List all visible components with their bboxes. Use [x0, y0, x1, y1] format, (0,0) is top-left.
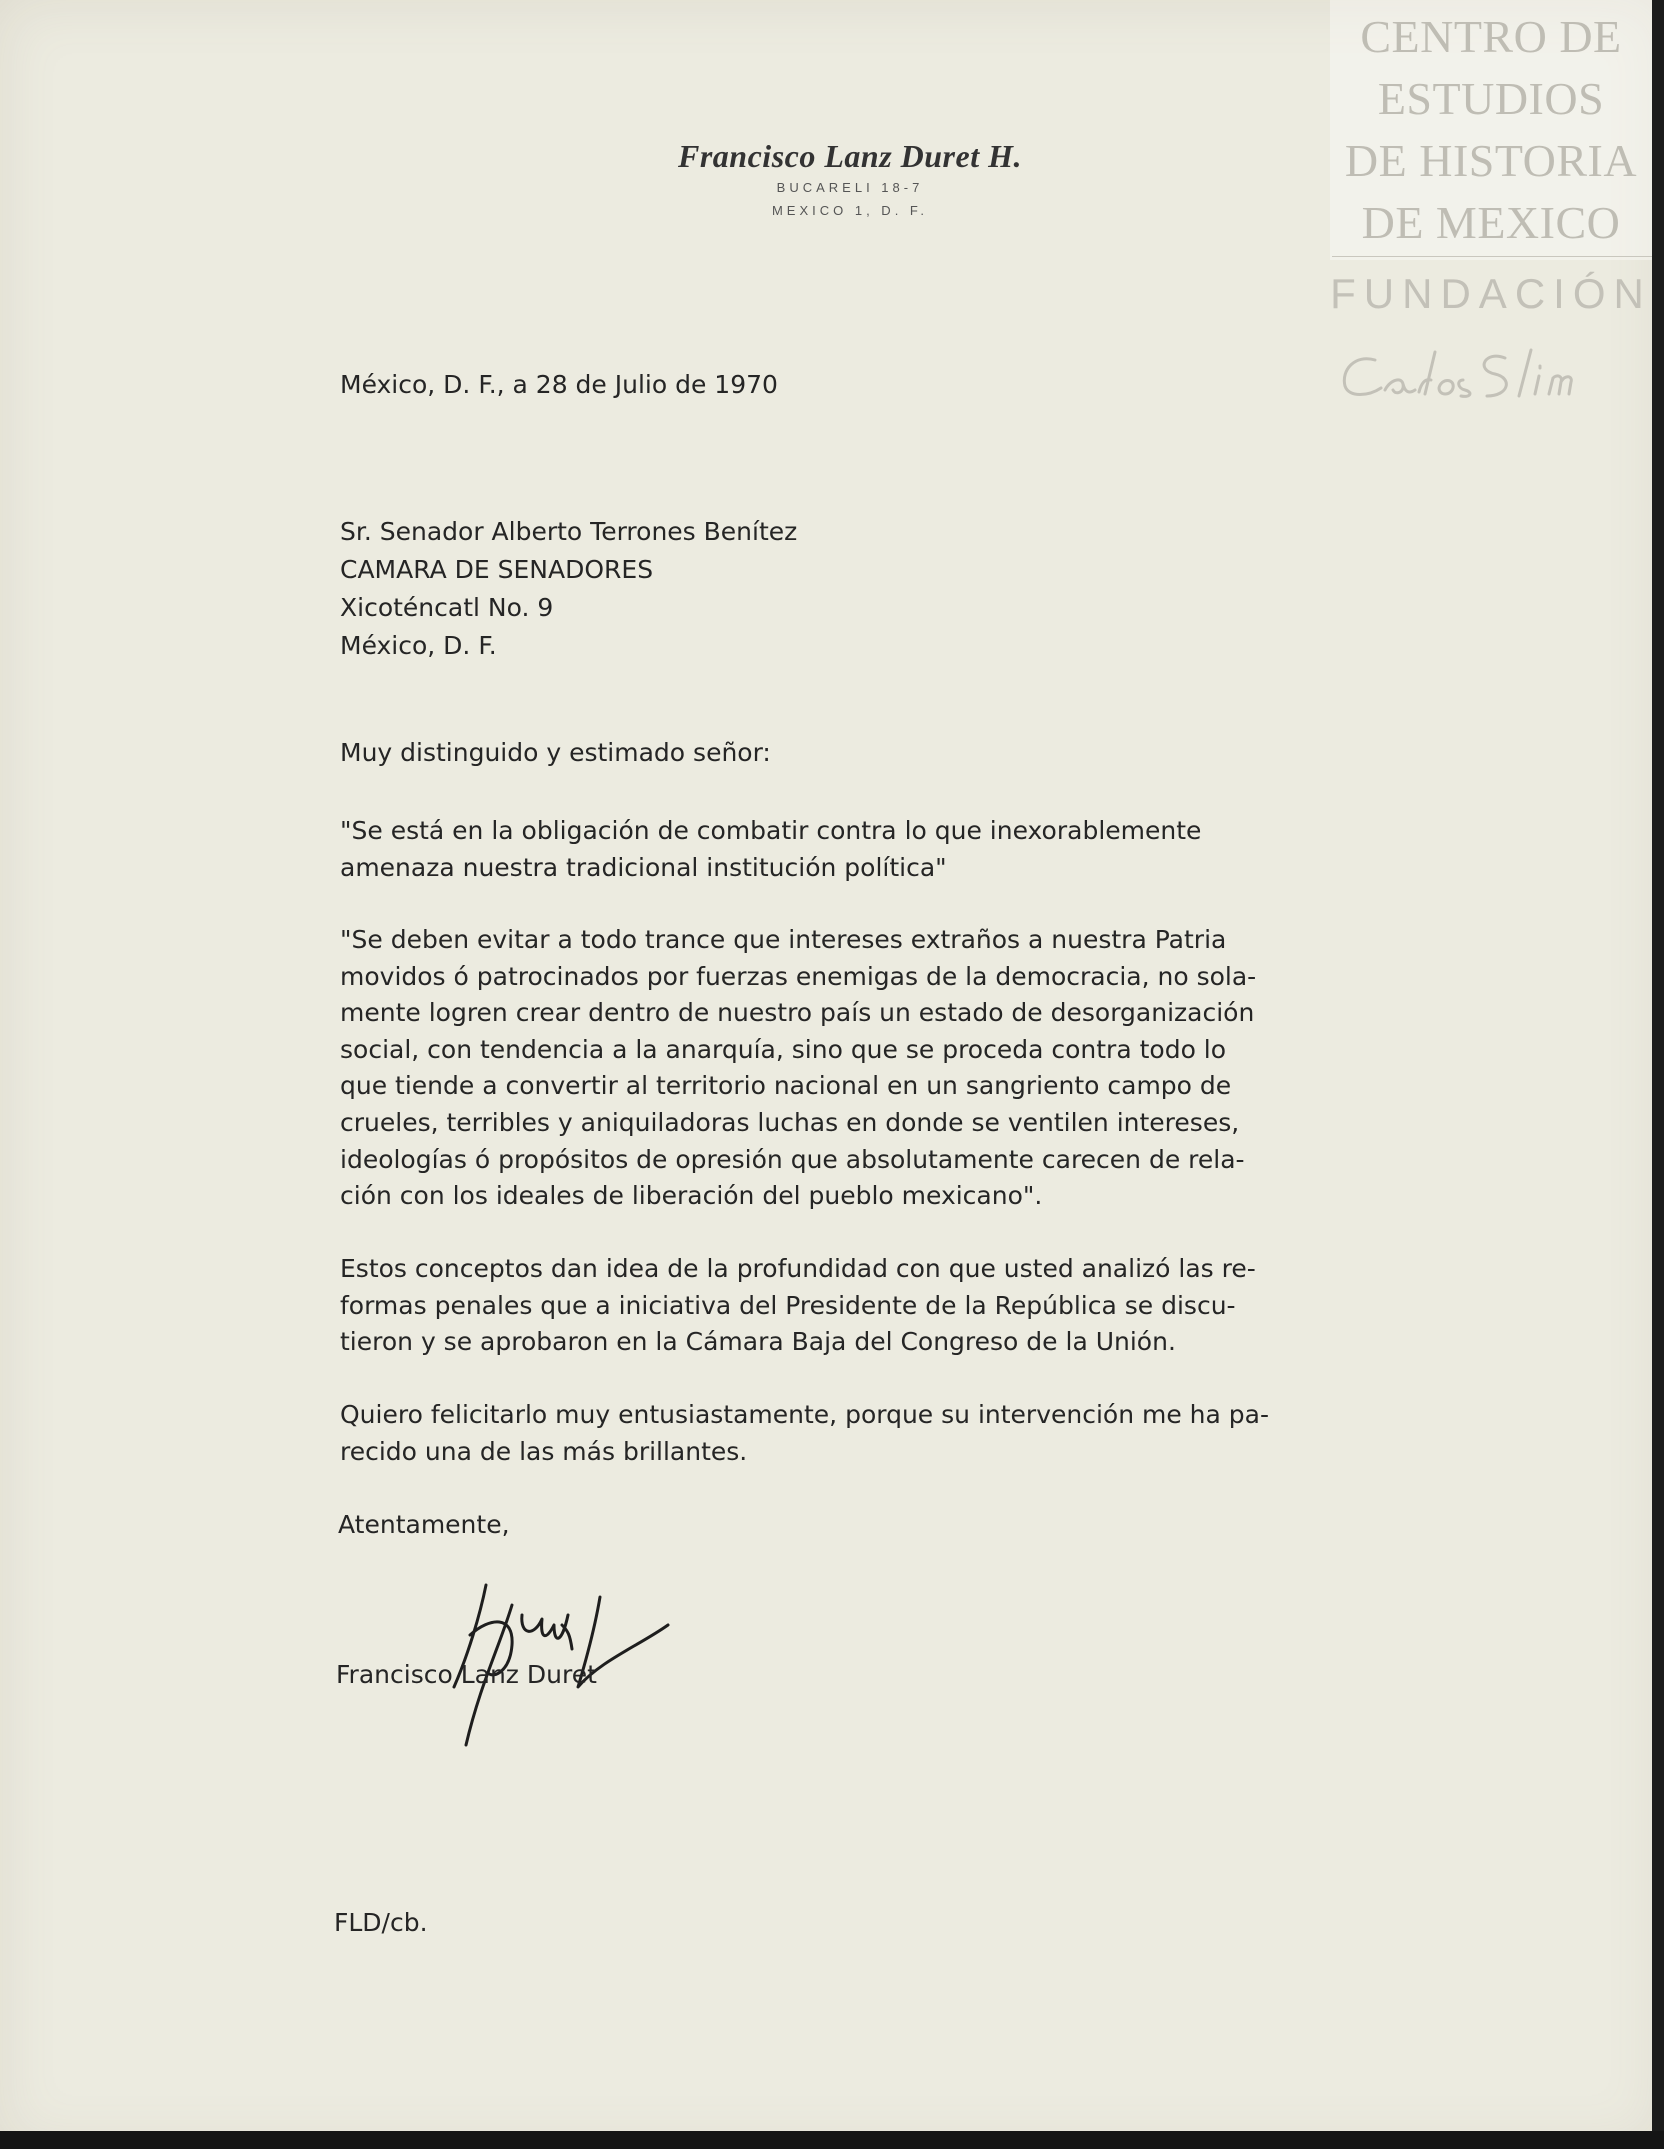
letterhead-address: BUCARELI 18-7 [776, 180, 924, 195]
recipient-line: Xicoténcatl No. 9 [340, 593, 554, 622]
text-line: crueles, terribles y aniquiladoras luchas en donde se ventilen intereses, [340, 1107, 1240, 1137]
quote-paragraph-1 [340, 813, 1201, 886]
text-line: social, con tendencia a la anarquía, sino que se proceda contra todo lo [340, 1034, 1227, 1064]
letterhead-city: MEXICO 1, D. F. [771, 203, 929, 218]
scan-edge-bottom [0, 2131, 1664, 2149]
text-line: ideologías ó propósitos de opresión que absolutamente carecen de rela- [340, 1144, 1245, 1174]
text-line: "Se deben evitar a todo trance que intereses extraños a nuestra Patria [340, 925, 1227, 954]
watermark-line: DE MEXICO [1361, 197, 1621, 248]
recipient-line: CAMARA DE SENADORES [340, 555, 654, 584]
recipient-line: Sr. Senador Alberto Terrones Benítez [340, 517, 798, 546]
text-line: recido una de las más brillantes. [340, 1436, 748, 1466]
body-paragraph-3 [340, 1251, 1256, 1361]
reference-initials: FLD/cb. [334, 1908, 428, 1937]
recipient-block [340, 513, 797, 665]
scan-edge-right [1652, 0, 1664, 2149]
watermark-line: ESTUDIOS [1377, 73, 1605, 124]
text-line: Estos conceptos dan idea de la profundidad con que usted analizó las re- [340, 1254, 1256, 1283]
signer-name: Francisco Lanz Duret [336, 1660, 597, 1689]
text-line: que tiende a convertir al territorio nacional en un sangriento campo de [340, 1071, 1232, 1101]
watermark-line: CENTRO DE [1360, 11, 1622, 62]
recipient-line: México, D. F. [340, 631, 497, 660]
watermark-divider [1332, 256, 1652, 257]
text-line: mente logren crear dentro de nuestro país un estado de desorganización [340, 998, 1255, 1028]
letterhead-name: Francisco Lanz Duret H. [678, 138, 1022, 174]
closing: Atentamente, [338, 1510, 510, 1539]
text-line: "Se está en la obligación de combatir contra lo que inexorablemente [340, 816, 1202, 845]
watermark-line: DE HISTORIA [1344, 135, 1638, 186]
greeting: Muy distinguido y estimado señor: [340, 738, 771, 767]
text-line: Quiero felicitarlo muy entusiastamente, porque su intervención me ha pa- [340, 1400, 1269, 1429]
text-line: formas penales que a iniciativa del Presidente de la República se discu- [340, 1290, 1236, 1320]
letter-date: México, D. F., a 28 de Julio de 1970 [340, 370, 778, 399]
watermark-title [1330, 6, 1652, 254]
text-line: ción con los ideales de liberación del pueblo mexicano". [340, 1181, 1043, 1211]
watermark-signature-logo [1335, 340, 1655, 410]
watermark-foundation: FUNDACIÓN [1330, 270, 1652, 317]
text-line: movidos ó patrocinados por fuerzas enemigas de la democracia, no sola- [340, 961, 1257, 991]
text-line: tieron y se aprobaron en la Cámara Baja del Congreso de la Unión. [340, 1327, 1176, 1357]
body-paragraph-4 [340, 1397, 1269, 1470]
text-line: amenaza nuestra tradicional institución política" [340, 852, 947, 882]
quote-paragraph-2 [340, 922, 1256, 1215]
